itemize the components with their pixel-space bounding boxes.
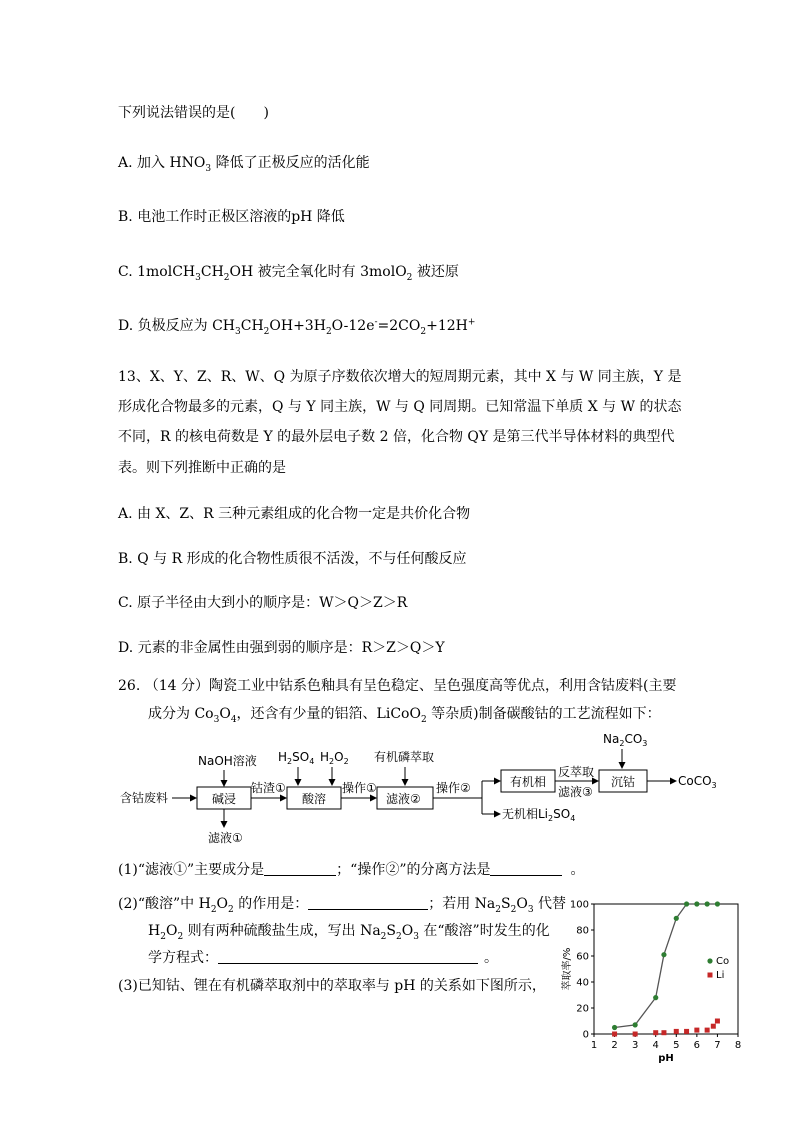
y-tick-label: 0: [582, 1029, 589, 1041]
flow-acid-label: 酸溶: [302, 792, 327, 806]
q26-sub2-line1: (2)“酸溶”中 $H_2O_2$ 的作用是： ；若用 $Na_2S_2O_3$ 代替: [118, 896, 566, 915]
co-data-point: [694, 901, 699, 906]
flow-precip-label: 沉钴: [611, 775, 636, 789]
answer-blank-4[interactable]: [218, 949, 478, 964]
y-axis-label: 萃取率/%: [562, 947, 573, 991]
li-data-point: [715, 1019, 720, 1024]
flow-op1-label: 操作①: [342, 781, 377, 795]
co-data-point: [661, 952, 666, 957]
flow-op2-label: 操作②: [436, 781, 471, 795]
flow-product-label: CoCO$_3$: [678, 774, 717, 790]
li-data-point: [661, 1030, 666, 1035]
flow-extract-label: 有机磷萃取: [374, 750, 435, 764]
chart-plot-frame: [594, 904, 738, 1034]
q13-option-b: B. Q 与 R 形成的化合物性质很不活泼，不与任何酸反应: [118, 551, 467, 567]
q13-stem-line1: 13、X、Y、Z、R、W、Q 为原子序数依次增大的短周期元素，其中 X 与 W 同主族，Y 是: [118, 369, 682, 385]
q12-stem: 下列说法错误的是( ): [118, 105, 269, 121]
x-tick-label: 7: [714, 1040, 721, 1051]
y-tick-label: 60: [576, 951, 589, 963]
x-tick-label: 6: [693, 1040, 701, 1051]
legend-co-marker: [707, 958, 712, 963]
q26-sub2-line2: $H_2O_2$ 则有两种硫酸盐生成，写出 $Na_2S_2O_3$ 在“酸溶”时发生的化: [148, 923, 550, 942]
answer-blank-1[interactable]: [264, 861, 336, 876]
legend-co-label: Co: [716, 956, 730, 967]
y-tick-label: 80: [576, 925, 589, 937]
y-tick-label: 40: [576, 977, 589, 989]
answer-blank-2[interactable]: [490, 861, 562, 876]
q13-option-a: A. 由 X、Z、R 三种元素组成的化合物一定是共价化合物: [118, 506, 471, 522]
q13-stem-line2: 形成化合物最多的元素，Q 与 Y 同主族，W 与 Q 同周期。已知常温下单质 X 与 W 的状态: [118, 399, 682, 415]
flow-h2so4-label: $H_2SO_4$: [278, 750, 315, 766]
q13-stem-line3: 不同，R 的核电荷数是 Y 的最外层电子数 2 倍，化合物 QY 是第三代半导体材料的典型代: [118, 429, 675, 445]
extraction-chart: [552, 892, 752, 1067]
q12-option-b: B. 电池工作时正极区溶液的pH 降低: [118, 209, 345, 225]
li-data-point: [674, 1029, 679, 1034]
flow-filtrate2-label: 滤液②: [386, 792, 421, 806]
co-data-point: [633, 1022, 638, 1027]
x-tick-label: 1: [590, 1040, 598, 1051]
process-flow-diagram: [0, 725, 794, 850]
y-tick-label: 100: [569, 899, 589, 911]
x-tick-label: 3: [631, 1040, 639, 1051]
x-tick-label: 2: [611, 1040, 618, 1051]
x-tick-label: 4: [652, 1040, 659, 1051]
co-data-point: [715, 901, 720, 906]
co-data-point: [705, 901, 710, 906]
co-data-point: [674, 916, 679, 921]
q12-option-d: D. 负极反应为 $CH_3CH_2OH+3H_2O-12e^-=2CO_2+12H^+$: [118, 317, 476, 337]
q26-sub2-line3: 学方程式： 。: [148, 950, 498, 966]
flow-inorganic-label: 无机相$Li_2SO_4$: [502, 807, 576, 823]
q13-option-c: C. 原子半径由大到小的顺序是：W＞Q＞Z＞R: [118, 595, 408, 611]
flow-h2o2-label: $H_2O_2$: [320, 750, 349, 766]
flow-organic-label: 有机相: [510, 775, 547, 789]
li-data-point: [711, 1024, 716, 1029]
co-data-point: [684, 901, 689, 906]
q12-option-c: C. $1molCH_3CH_2OH$ 被完全氧化时有 3molO$_2$ 被还原: [118, 264, 459, 283]
q26-stem-line2: 成分为 $Co_3O_4$，还含有少量的铝箔、LiCoO$_2$ 等杂质)制备碳酸钴的工艺流程如下：: [148, 706, 661, 725]
co-data-point: [612, 1025, 617, 1030]
li-data-point: [705, 1028, 710, 1033]
q26-sub3: (3)已知钴、锂在有机磷萃取剂中的萃取率与 pH 的关系如下图所示，: [118, 978, 546, 994]
flow-filtrate1-label: 滤液①: [208, 831, 243, 845]
x-tick-label: 8: [734, 1040, 742, 1051]
li-data-point: [684, 1029, 689, 1034]
q26-stem-line1: 26. （14 分）陶瓷工业中钴系色釉具有呈色稳定、呈色强度高等优点，利用含钴废料(主要: [118, 678, 677, 694]
co-curve-line: [615, 904, 718, 1028]
legend-li-marker: [708, 973, 713, 978]
flow-back-extract-label: 反萃取: [558, 765, 595, 779]
q13-stem-line4: 表。则下列推断中正确的是: [118, 460, 286, 476]
flow-raw-label: 含钴废料: [120, 791, 169, 805]
x-axis-label: pH: [658, 1053, 674, 1064]
li-data-point: [694, 1028, 699, 1033]
flow-alkali-label: 碱浸: [212, 792, 237, 806]
flow-residue1-label: 钴渣①: [251, 781, 286, 795]
q13-option-d: D. 元素的非金属性由强到弱的顺序是：R＞Z＞Q＞Y: [118, 640, 445, 656]
li-data-point: [633, 1032, 638, 1037]
flow-filtrate3-label: 滤液③: [558, 785, 593, 799]
co-data-point: [653, 995, 658, 1000]
q26-sub1: (1)“滤液①”主要成分是 ；“操作②”的分离方法是 。: [118, 862, 585, 878]
q12-option-a: A. 加入 $HNO_3$ 降低了正极反应的活化能: [118, 155, 370, 174]
y-tick-label: 20: [576, 1003, 589, 1015]
flow-na2co3-label: $Na_2CO_3$: [603, 732, 648, 748]
legend-li-label: Li: [716, 970, 725, 981]
answer-blank-3[interactable]: [308, 895, 428, 910]
x-tick-label: 5: [673, 1040, 680, 1051]
flow-naoh-label: NaOH溶液: [198, 754, 257, 768]
li-data-point: [612, 1032, 617, 1037]
li-data-point: [653, 1030, 658, 1035]
